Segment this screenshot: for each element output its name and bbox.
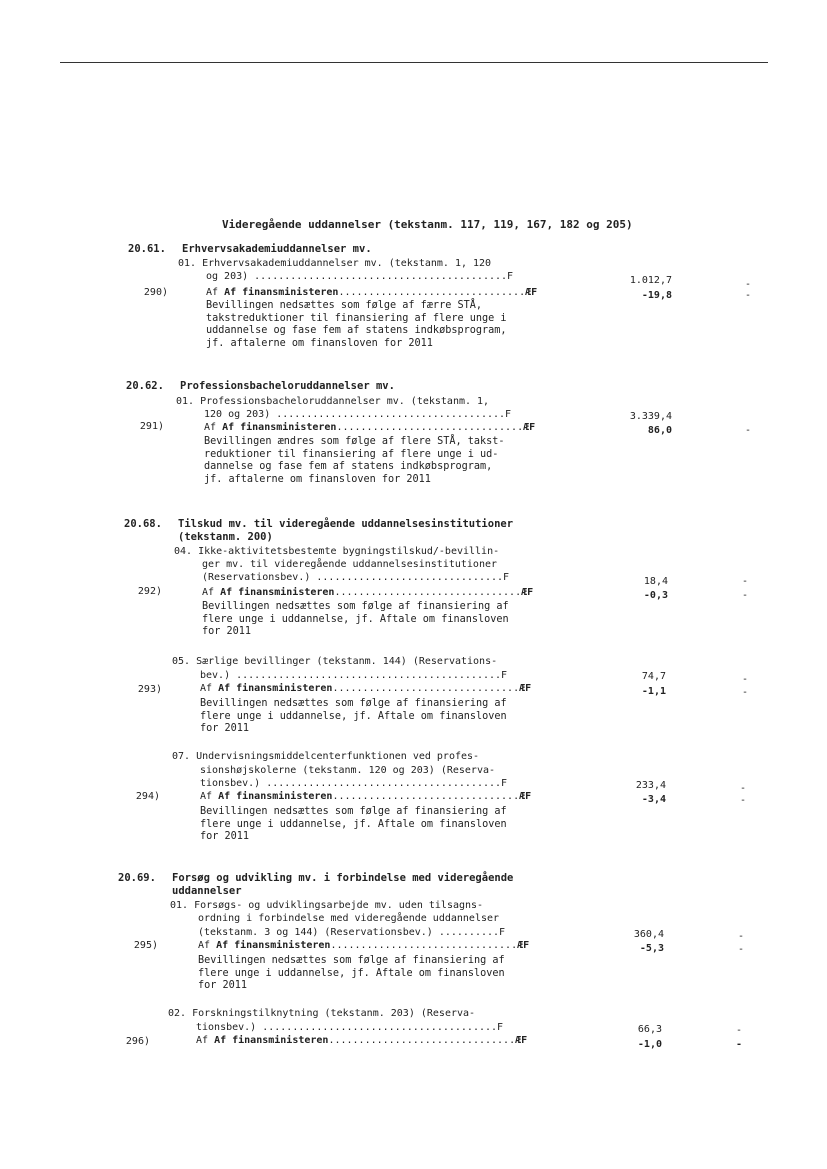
dash-mark: - <box>738 944 745 955</box>
af-minister: Af finansministeren <box>220 587 335 598</box>
desc-line: Bevillingen nedsættes som følge af finansiering af <box>198 955 505 966</box>
item-line: 04. Ikke-aktivitetsbestemte bygningstilskud/-bevillin- <box>174 546 500 557</box>
item-line: og 203) ..........................................F <box>206 271 514 282</box>
desc-line: jf. aftalerne om finansloven for 2011 <box>206 337 433 349</box>
af-minister: Af finansministeren <box>218 683 333 694</box>
desc-line: uddannelse og fase fem af statens indkøbsprogram, <box>206 325 507 337</box>
desc-line: dannelse og fase fem af statens indkøbsprogram, <box>204 461 493 473</box>
desc-line: takstreduktioner til finansiering af flere unge i <box>206 312 507 324</box>
section-name: Forsøg og udvikling mv. i forbindelse med videregående <box>172 872 514 884</box>
af-code: ÆF <box>523 422 536 433</box>
desc-line: for 2011 <box>198 980 248 992</box>
note-ref: 295) <box>133 940 158 951</box>
amount-af: -1,0 <box>637 1039 662 1050</box>
dash-mark: - <box>745 290 752 301</box>
item-line: tionsbev.) .......................................F <box>200 778 508 789</box>
amount-af: -1,1 <box>641 686 666 697</box>
dash-mark: - <box>738 931 745 942</box>
af-dots: ............................... <box>330 940 518 951</box>
dash-mark: - <box>742 687 749 698</box>
af-dots: ............................... <box>328 1035 516 1046</box>
note-ref: 294) <box>135 791 160 802</box>
description <box>200 806 507 844</box>
dash-mark: - <box>745 425 752 436</box>
section-heading <box>126 380 395 393</box>
section-number: 20.61. <box>128 243 166 255</box>
dash-mark: - <box>745 279 752 290</box>
dash-mark: - <box>736 1025 743 1036</box>
note-ref: 291) <box>139 421 164 432</box>
page-title: Videregående uddannelser (tekstanm. 117, 119, 167, 182 og 205) <box>222 218 633 231</box>
section-number: 20.68. <box>124 518 162 530</box>
desc-line: Bevillingen nedsættes som følge af finansiering af <box>202 601 509 612</box>
item-line: tionsbev.) .......................................F <box>196 1022 504 1033</box>
af-minister: Af finansministeren <box>222 422 337 433</box>
af-minister: Af finansministeren <box>214 1035 329 1046</box>
af-dots: ............................... <box>336 422 524 433</box>
item-line: 05. Særlige bevillinger (tekstanm. 144) (Reservations- <box>172 656 498 667</box>
section-heading <box>124 518 513 544</box>
af-prefix: Af <box>202 587 221 598</box>
section-number: 20.69. <box>118 872 156 884</box>
section-heading <box>128 243 372 256</box>
af-prefix: Af <box>200 683 219 694</box>
item-line: 01. Professionsbacheloruddannelser mv. (tekstanm. 1, <box>176 396 490 407</box>
af-code: ÆF <box>519 791 532 802</box>
af-prefix: Af <box>200 791 219 802</box>
af-line <box>198 940 529 953</box>
af-line <box>202 587 533 600</box>
af-line <box>204 422 535 435</box>
af-line <box>196 1035 527 1048</box>
item-line: ger mv. til videregående uddannelsesinstitutioner <box>202 559 498 570</box>
desc-line: flere unge i uddannelse, jf. Aftale om finansloven <box>200 710 507 722</box>
item-line: ordning i forbindelse med videregående uddannelser <box>198 913 500 924</box>
amount-f: 1.012,7 <box>629 275 672 286</box>
desc-line: reduktioner til finansiering af flere unge i ud- <box>204 448 499 460</box>
dash-mark: - <box>736 1039 743 1050</box>
af-prefix: Af <box>204 422 223 433</box>
af-prefix: Af <box>198 940 217 951</box>
description <box>202 601 509 639</box>
item-line: 07. Undervisningsmiddelcenterfunktionen ved profes- <box>172 751 480 762</box>
desc-line: flere unge i uddannelse, jf. Aftale om finansloven <box>198 967 505 979</box>
amount-af: -3,4 <box>641 794 666 805</box>
amount-f: 74,7 <box>641 671 666 682</box>
item-line: 02. Forskningstilknytning (tekstanm. 203) (Reserva- <box>168 1008 476 1019</box>
af-line <box>200 683 531 696</box>
desc-line: Bevillingen nedsættes som følge af finansiering af <box>200 806 507 817</box>
section-number: 20.62. <box>126 380 164 392</box>
section-name: Tilskud mv. til videregående uddannelsesinstitutioner <box>178 518 514 530</box>
desc-line: for 2011 <box>202 626 252 638</box>
section-name-cont: uddannelser <box>172 885 242 897</box>
af-line <box>200 791 531 804</box>
section-name-cont: (tekstanm. 200) <box>178 531 273 543</box>
desc-line: Bevillingen nedsættes som følge af finansiering af <box>200 698 507 709</box>
desc-line: for 2011 <box>200 831 250 843</box>
amount-af: -0,3 <box>643 590 668 601</box>
amount-f: 3.339,4 <box>629 411 672 422</box>
af-minister: Af finansministeren <box>218 791 333 802</box>
note-ref: 292) <box>137 586 162 597</box>
af-code: ÆF <box>515 1035 528 1046</box>
amount-af: 86,0 <box>647 425 672 436</box>
item-line: (tekstanm. 3 og 144) (Reservationsbev.) ..........F <box>198 927 506 938</box>
desc-line: for 2011 <box>200 723 250 735</box>
dash-mark: - <box>742 590 749 601</box>
header-rule <box>60 62 768 63</box>
note-ref: 293) <box>137 684 162 695</box>
af-code: ÆF <box>519 683 532 694</box>
desc-line: flere unge i uddannelse, jf. Aftale om finansloven <box>202 613 509 625</box>
description <box>200 698 507 736</box>
section-heading <box>118 872 513 898</box>
amount-af: -19,8 <box>641 290 672 301</box>
af-dots: ............................... <box>338 287 526 298</box>
item-line: 01. Erhvervsakademiuddannelser mv. (tekstanm. 1, 120 <box>178 258 492 269</box>
amount-f: 360,4 <box>633 929 664 940</box>
desc-line: flere unge i uddannelse, jf. Aftale om finansloven <box>200 818 507 830</box>
section-name: Professionsbacheloruddannelser mv. <box>180 380 395 392</box>
af-dots: ............................... <box>332 683 520 694</box>
dash-mark: - <box>742 576 749 587</box>
description <box>198 955 505 993</box>
af-minister: Af finansministeren <box>216 940 331 951</box>
note-ref: 296) <box>125 1036 150 1047</box>
note-ref: 290) <box>143 287 168 298</box>
desc-line: jf. aftalerne om finansloven for 2011 <box>204 473 431 485</box>
amount-af: -5,3 <box>639 943 664 954</box>
description <box>206 300 507 350</box>
section-name: Erhvervsakademiuddannelser mv. <box>182 243 372 255</box>
item-line: 120 og 203) ......................................F <box>204 409 512 420</box>
desc-line: Bevillingen ændres som følge af flere STÅ, takst- <box>204 436 505 447</box>
amount-f: 18,4 <box>643 576 668 587</box>
af-prefix: Af <box>196 1035 215 1046</box>
dash-mark: - <box>740 795 747 806</box>
item-line: 01. Forsøgs- og udviklingsarbejde mv. uden tilsagns- <box>170 900 484 911</box>
item-line: sionshøjskolerne (tekstanm. 120 og 203) (Reserva- <box>200 765 496 776</box>
af-dots: ............................... <box>334 587 522 598</box>
af-code: ÆF <box>525 287 538 298</box>
af-code: ÆF <box>517 940 530 951</box>
desc-line: Bevillingen nedsættes som følge af færre STÅ, <box>206 300 483 311</box>
af-dots: ............................... <box>332 791 520 802</box>
amount-f: 66,3 <box>637 1024 662 1035</box>
dash-mark: - <box>740 783 747 794</box>
item-line: bev.) ............................................F <box>200 670 508 681</box>
description <box>204 436 505 486</box>
af-line <box>206 287 537 300</box>
item-line: (Reservationsbev.) ...............................F <box>202 572 510 583</box>
af-prefix: Af <box>206 287 225 298</box>
af-code: ÆF <box>521 587 534 598</box>
dash-mark: - <box>742 674 749 685</box>
af-minister: Af finansministeren <box>224 287 339 298</box>
amount-f: 233,4 <box>635 780 666 791</box>
